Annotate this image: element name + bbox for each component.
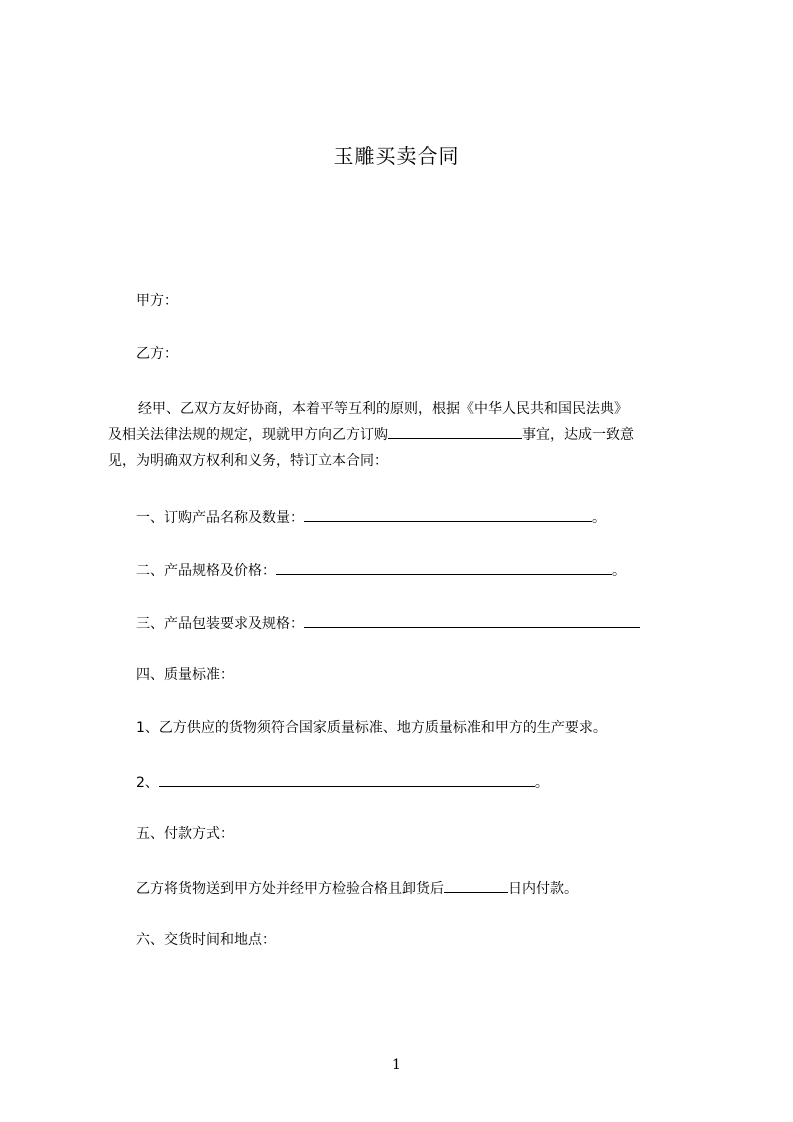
section-3-line bbox=[136, 612, 640, 634]
section-2-label: 二、产品规格及价格： bbox=[136, 563, 276, 579]
quality-item-2-end: 。 bbox=[534, 775, 549, 791]
intro-line-1: 经甲、乙双方友好协商，本着平等互利的原则，根据《中华人民共和国民法典》 bbox=[138, 401, 628, 417]
intro-line-2-end: 事宜，达成一致意 bbox=[522, 427, 634, 443]
quality-item-2-blank bbox=[159, 771, 535, 787]
section-1-end: 。 bbox=[592, 510, 606, 526]
quality-item-1: 1、乙方供应的货物须符合国家质量标准、地方质量标准和甲方的生产要求。 bbox=[136, 720, 607, 736]
section-6-heading: 六、交货时间和地点： bbox=[136, 932, 276, 948]
product-name-quantity-blank bbox=[304, 506, 592, 522]
page-number: 1 bbox=[392, 1057, 401, 1073]
party-b-line: 乙方： bbox=[136, 346, 178, 362]
section-2-end: 。 bbox=[612, 563, 626, 579]
intro-line-2-start: 及相关法律法规的规定，现就甲方向乙方订购 bbox=[108, 427, 388, 443]
party-a-line: 甲方： bbox=[136, 293, 178, 309]
packaging-blank bbox=[304, 612, 640, 628]
payment-terms-end: 日内付款。 bbox=[508, 881, 578, 897]
section-1-label: 一、订购产品名称及数量： bbox=[136, 510, 304, 526]
ordered-item-blank bbox=[388, 423, 522, 439]
payment-terms-line bbox=[136, 877, 578, 899]
payment-days-blank bbox=[444, 877, 508, 893]
intro-line-3: 见，为明确双方权利和义务，特订立本合同： bbox=[108, 453, 388, 469]
intro-paragraph bbox=[108, 396, 693, 474]
payment-terms-start: 乙方将货物送到甲方处并经甲方检验合格且卸货后 bbox=[136, 881, 444, 897]
quality-item-2 bbox=[136, 771, 549, 793]
spec-price-blank bbox=[276, 559, 612, 575]
intro-line-2 bbox=[108, 422, 693, 448]
section-4-heading: 四、质量标准： bbox=[136, 667, 234, 683]
section-2-line bbox=[136, 559, 626, 581]
section-1-line bbox=[136, 506, 606, 528]
document-title: 玉雕买卖合同 bbox=[333, 144, 460, 168]
section-5-heading: 五、付款方式： bbox=[136, 826, 234, 842]
quality-item-2-label: 2、 bbox=[136, 775, 159, 791]
section-3-label: 三、产品包装要求及规格： bbox=[136, 616, 304, 632]
